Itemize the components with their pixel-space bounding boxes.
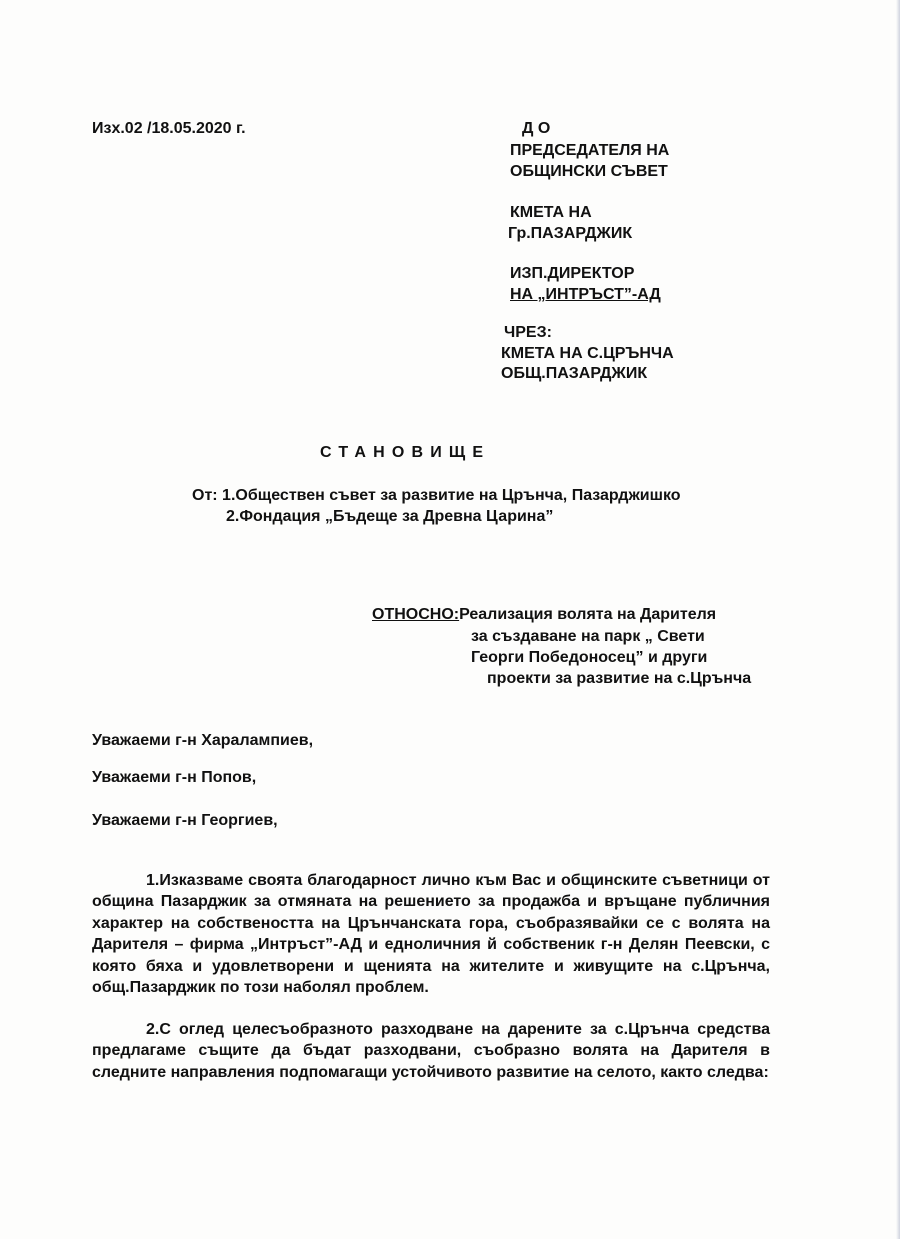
body-paragraph: 1.Изказваме своята благодарност лично към Вас и общинските съветници от община Пазарджик за отмяната на решението за продажба и връщане публичния характер на собствеността на Црънчанската гора, съобразявайки се с волята на Дарителя – фирма „Интръст”-АД и едноличния й собственик г-н Делян Пеевски, с която бяха и удовлетворени и щенията на жителите и живущите на с.Црънча, общ.Пазарджик по този наболял проблем. [92, 872, 770, 997]
greeting-line: Уважаеми г-н Георгиев, [92, 812, 278, 829]
addressee-line: КМЕТА НА [510, 204, 592, 221]
outgoing-reference-number: Изх.02 /18.05.2020 г. [92, 120, 246, 137]
greeting-line: Уважаеми г-н Харалампиев, [92, 732, 314, 749]
subject-line: Георги Победоносец” и други [471, 649, 708, 666]
addressee-line: ОБЩ.ПАЗАРДЖИК [501, 365, 648, 382]
document-title: СТАНОВИЩЕ [320, 444, 491, 461]
addressee-line: КМЕТА НА С.ЦРЪНЧА [501, 345, 674, 362]
addressee-line: ИЗП.ДИРЕКТОР [510, 265, 635, 282]
subject-line: Реализация волята на Дарителя [459, 606, 717, 623]
from-line: 2.Фондация „Бъдеще за Древна Царина” [226, 508, 554, 525]
from-line: От: 1.Обществен съвет за развитие на Црънча, Пазарджишко [192, 487, 681, 504]
addressee-line: ОБЩИНСКИ СЪВЕТ [510, 163, 668, 180]
addressee-line: Д О [522, 120, 551, 137]
subject-line: за създаване на парк „ Свети [471, 628, 705, 645]
subject-first-line [372, 605, 716, 625]
addressee-line: ПРЕДСЕДАТЕЛЯ НА [510, 142, 670, 159]
subject-label: ОТНОСНО: [372, 606, 460, 623]
addressee-line: Гр.ПАЗАРДЖИК [508, 225, 633, 242]
addressee-line: НА „ИНТРЪСТ”-АД [510, 286, 661, 303]
greeting-line: Уважаеми г-н Попов, [92, 769, 257, 786]
body-paragraph: 2.С оглед целесъобразното разходване на дарените за с.Црънча средства предлагаме същите да бъдат разходвани, съобразно волята на Дарителя в следните направления подпомагащи устойчивото развитие на селото, както следва: [92, 1021, 770, 1081]
addressee-line: ЧРЕЗ: [504, 324, 552, 341]
subject-line: проекти за развитие на с.Црънча [487, 670, 752, 687]
